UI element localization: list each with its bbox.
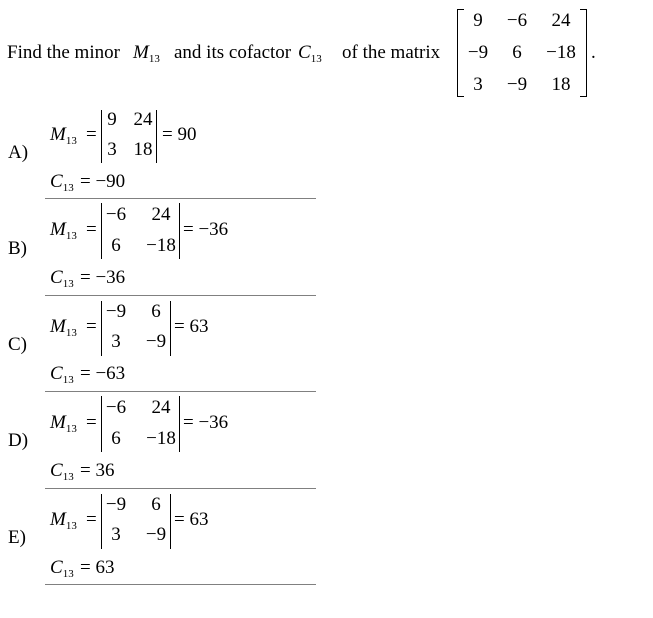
- option-minor-label: $M_{13}$: [50, 219, 77, 242]
- determinant-bar-right: [170, 494, 171, 549]
- option-cofactor-label: $C_{13}$: [50, 557, 74, 580]
- matrix-right-bracket: [580, 9, 587, 97]
- det-cell: 6: [111, 428, 121, 449]
- matrix-cell: −9: [467, 42, 489, 63]
- equals-sign: =: [86, 219, 97, 240]
- option-letter: B): [8, 238, 27, 259]
- option-letter: D): [8, 430, 29, 451]
- cofactor-value: = 36: [80, 460, 115, 481]
- det-cell: 6: [151, 301, 161, 322]
- minor-value: = 63: [174, 509, 209, 530]
- option-cofactor-label: $C_{13}$: [50, 171, 74, 194]
- option-letter: A): [8, 142, 29, 163]
- minor-value: = 90: [162, 124, 197, 145]
- matrix-cell: 24: [551, 10, 571, 31]
- minor-value: = −36: [183, 219, 229, 240]
- cofactor-value: = −36: [80, 267, 126, 288]
- equals-sign: =: [86, 509, 97, 530]
- det-cell: −9: [105, 301, 127, 322]
- option-cofactor-label: $C_{13}$: [50, 267, 74, 290]
- determinant-bar-left: [101, 301, 102, 356]
- determinant-bar-right: [179, 396, 180, 452]
- question-end-punct: .: [591, 42, 596, 63]
- option-minor-label: $M_{13}$: [50, 412, 77, 435]
- equals-sign: =: [86, 412, 97, 433]
- determinant-bar-left: [101, 203, 102, 259]
- det-cell: 9: [107, 109, 117, 130]
- det-cell: −6: [105, 397, 127, 418]
- det-cell: 24: [151, 397, 171, 418]
- matrix-cell: −6: [506, 10, 528, 31]
- det-cell: 6: [151, 494, 161, 515]
- determinant-bar-left: [101, 396, 102, 452]
- det-cell: 18: [133, 139, 153, 160]
- matrix-cell: 9: [473, 10, 483, 31]
- option-cofactor-label: $C_{13}$: [50, 460, 74, 483]
- cofactor-value: = −63: [80, 363, 126, 384]
- det-cell: 3: [111, 524, 121, 545]
- det-cell: −9: [145, 524, 167, 545]
- determinant-bar-right: [170, 301, 171, 356]
- cofactor-value: = −90: [80, 171, 126, 192]
- determinant-bar-right: [156, 110, 157, 163]
- det-cell: −18: [146, 235, 176, 256]
- determinant-bar-right: [179, 203, 180, 259]
- det-cell: 6: [111, 235, 121, 256]
- minor-value: = 63: [174, 316, 209, 337]
- question-prefix: Find the minor: [7, 42, 120, 63]
- option-divider: [45, 391, 316, 392]
- option-divider: [45, 198, 316, 199]
- det-cell: 24: [133, 109, 153, 130]
- option-minor-label: $M_{13}$: [50, 316, 77, 339]
- det-cell: 3: [111, 331, 121, 352]
- option-divider: [45, 295, 316, 296]
- question-minor-label: $M_{13}$: [133, 42, 160, 65]
- det-cell: −18: [146, 428, 176, 449]
- option-minor-label: $M_{13}$: [50, 124, 77, 147]
- det-cell: 24: [151, 204, 171, 225]
- matrix-cell: 6: [512, 42, 522, 63]
- det-cell: −9: [105, 494, 127, 515]
- det-cell: −6: [105, 204, 127, 225]
- matrix-cell: 3: [473, 74, 483, 95]
- option-letter: C): [8, 334, 27, 355]
- equals-sign: =: [86, 316, 97, 337]
- det-cell: 3: [107, 139, 117, 160]
- matrix-cell: −9: [506, 74, 528, 95]
- equals-sign: =: [86, 124, 97, 145]
- option-divider: [45, 488, 316, 489]
- option-letter: E): [8, 527, 26, 548]
- option-divider: [45, 584, 316, 585]
- question-cofactor-label: $C_{13}$: [298, 42, 322, 65]
- question-middle: and its cofactor: [174, 42, 292, 63]
- determinant-bar-left: [101, 110, 102, 163]
- minor-value: = −36: [183, 412, 229, 433]
- option-cofactor-label: $C_{13}$: [50, 363, 74, 386]
- determinant-bar-left: [101, 494, 102, 549]
- cofactor-value: = 63: [80, 557, 115, 578]
- det-cell: −9: [145, 331, 167, 352]
- question-suffix: of the matrix: [342, 42, 441, 63]
- option-minor-label: $M_{13}$: [50, 509, 77, 532]
- matrix-cell: 18: [551, 74, 571, 95]
- matrix-cell: −18: [546, 42, 576, 63]
